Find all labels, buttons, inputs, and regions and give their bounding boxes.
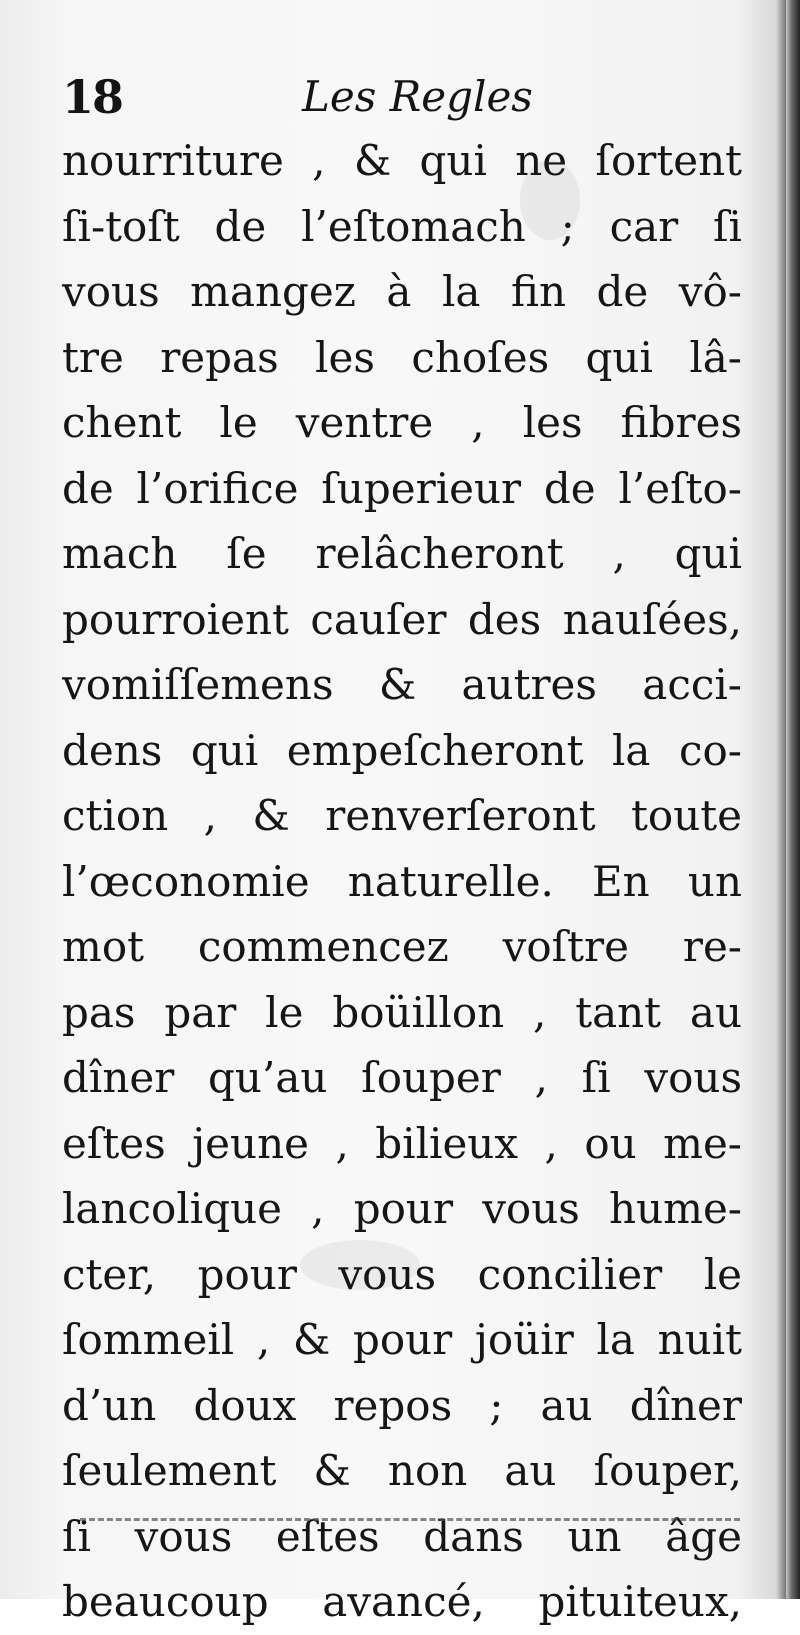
text-line: l’œconomie naturelle. En un: [62, 856, 742, 906]
page-number: 18: [62, 70, 123, 124]
text-line: de l’orifice ſuperieur de l’eſto-: [62, 463, 742, 513]
text-line: dens qui empeſcheront la co-: [62, 725, 742, 775]
text-line: ſeulement & non au ſouper,: [62, 1446, 742, 1495]
page-header: [62, 70, 742, 130]
text-line: mot commencez voſtre re-: [62, 922, 742, 971]
text-line: lancolique , pour vous hume-: [62, 1184, 742, 1233]
bottom-rule: [80, 1518, 740, 1521]
text-line: d’un doux repos ; au dîner: [62, 1380, 742, 1430]
text-line: vomiſſemens & autres acci-: [62, 660, 742, 709]
text-line: pas par le boüillon , tant au: [62, 987, 742, 1037]
text-line: ſi-toſt de l’eſtomach ; car ſi: [62, 201, 742, 251]
book-spine-shadow: [786, 0, 800, 1599]
body-text: [62, 128, 742, 1635]
text-line: chent le ventre , les fibres: [62, 398, 742, 447]
text-line: dîner qu’au ſouper , ſi vous: [62, 1053, 742, 1102]
text-line: tre repas les choſes qui lâ-: [62, 332, 742, 382]
text-line: cter, pour vous concilier le: [62, 1249, 742, 1299]
text-line: pourroient cauſer des nauſées,: [62, 594, 742, 644]
text-line: beaucoup avancé, pituiteux,: [62, 1577, 742, 1626]
text-line: ſi vous eſtes dans un âge: [62, 1511, 742, 1561]
text-line: eſtes jeune , bilieux , ou me-: [62, 1118, 742, 1168]
text-line: mach ſe relâcheront , qui: [62, 529, 742, 578]
text-line: ction , & renverſeront toute: [62, 791, 742, 840]
running-title: Les Regles: [302, 72, 533, 121]
text-line: nourriture , & qui ne ſortent: [62, 136, 742, 185]
text-line: vous mangez à la fin de vô-: [62, 267, 742, 316]
text-line: ſommeil , & pour joüir la nuit: [62, 1315, 742, 1364]
